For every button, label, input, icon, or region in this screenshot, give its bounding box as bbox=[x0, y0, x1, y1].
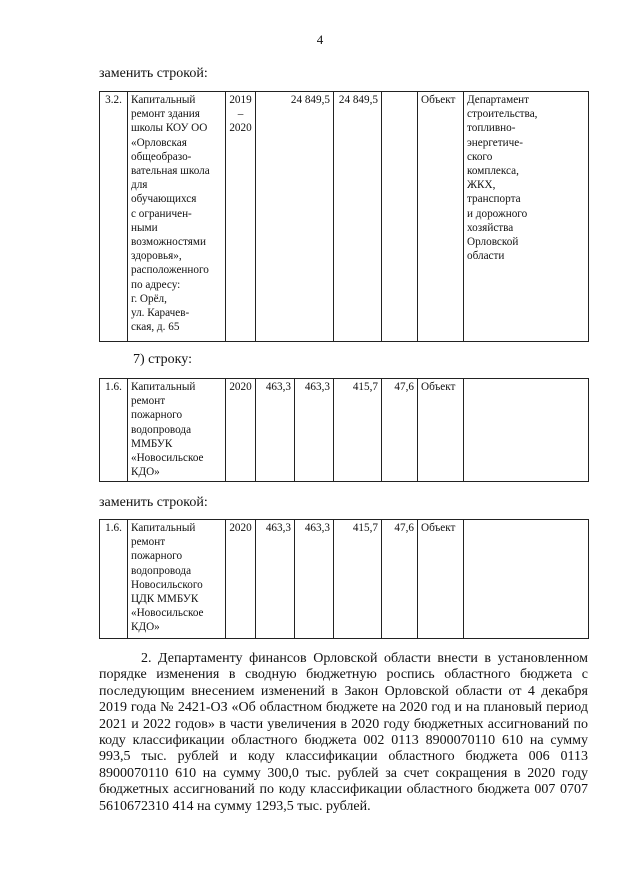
page-number: 4 bbox=[316, 32, 324, 47]
value-1: 463,3 bbox=[256, 520, 295, 639]
row-number: 1.6. bbox=[100, 379, 128, 482]
object-type: Объект bbox=[418, 92, 464, 342]
value-3: 415,7 bbox=[334, 379, 382, 482]
value-1: 24 849,5 bbox=[256, 92, 334, 342]
item-7-label: 7) строку: bbox=[133, 352, 192, 367]
years: 2020 bbox=[226, 379, 256, 482]
table-row-3-2 bbox=[99, 91, 589, 342]
table-row-1-6-old bbox=[99, 378, 589, 482]
value-2: 463,3 bbox=[295, 379, 334, 482]
value-1: 463,3 bbox=[256, 379, 295, 482]
row-number: 1.6. bbox=[100, 520, 128, 639]
table-row-1-6-new bbox=[99, 519, 589, 639]
responsible-department bbox=[464, 379, 589, 482]
years: 2019 – 2020 bbox=[226, 92, 256, 342]
object-type: Объект bbox=[418, 379, 464, 482]
object-name: Капитальный ремонт здания школы КОУ ОО «Орловская общеобразо- вательная школа для обучающихся с ограничен- ными возможностями здоровья», расположенного по адресу: г. Орёл, ул. Карачев- ская, д. 65 bbox=[128, 92, 226, 342]
responsible-department: Департамент строительства, топливно- энергетиче- ского комплекса, ЖКХ, транспорта и дорожного хозяйства Орловской области bbox=[464, 92, 589, 342]
value-4: 47,6 bbox=[382, 520, 418, 639]
object-name: Капитальный ремонт пожарного водопровода ММБУК «Новосильское КДО» bbox=[128, 379, 226, 482]
instruction-paragraph: 2. Департаменту финансов Орловской области внести в установленном порядке изменения в сводную бюджетную роспись областного бюджета с последующим внесением изменений в Закон Орловской области от 4 декабря 2019 года № 2421-ОЗ «Об областном бюджете на 2020 год и на плановый период 2021 и 2022 годов» в части увеличения в 2020 году бюджетных ассигнований по коду классификации областного бюджета 002 0113 8900070110 610 на сумму 993,5 тыс. рублей и коду классификации областного бюджета 006 0113 8900070110 610 на сумму 300,0 тыс. рублей за счет сокращения в 2020 году бюджетных ассигнований по коду классификации областного бюджета 007 0707 5610672310 414 на сумму 1293,5 тыс. рублей. bbox=[99, 651, 588, 814]
value-3: 415,7 bbox=[334, 520, 382, 639]
replace-label-2: заменить строкой: bbox=[99, 495, 208, 510]
years: 2020 bbox=[226, 520, 256, 639]
object-name: Капитальный ремонт пожарного водопровода Новосильского ЦДК ММБУК «Новосильское КДО» bbox=[128, 520, 226, 639]
responsible-department bbox=[464, 520, 589, 639]
value-3: 24 849,5 bbox=[334, 92, 382, 342]
value-2: 463,3 bbox=[295, 520, 334, 639]
value-4 bbox=[382, 92, 418, 342]
replace-label-1: заменить строкой: bbox=[99, 66, 208, 81]
value-4: 47,6 bbox=[382, 379, 418, 482]
object-type: Объект bbox=[418, 520, 464, 639]
row-number: 3.2. bbox=[100, 92, 128, 342]
